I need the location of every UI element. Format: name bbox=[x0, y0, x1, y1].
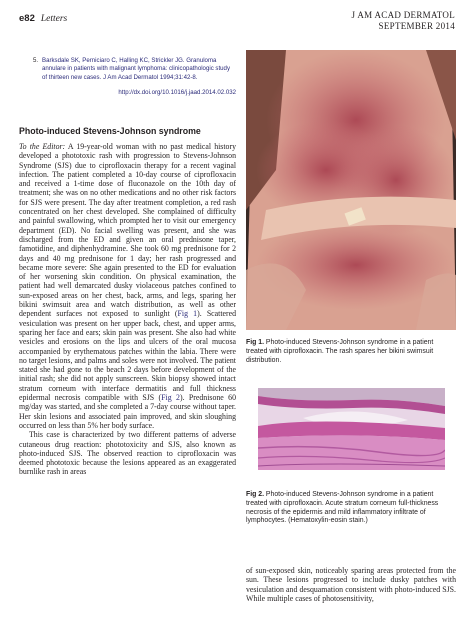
running-header-right bbox=[352, 10, 456, 32]
figure-1-caption: Fig 1. Photo-induced Stevens-Johnson syndrome in a patient treated with ciprofloxacin. The rash spares her bikini swimsuit distribution. bbox=[246, 339, 434, 364]
fig2-link[interactable]: Fig 2 bbox=[161, 393, 180, 403]
paragraph-1: To the Editor: A 19-year-old woman with no past medical history developed a phototoxic rash with progression to Stevens-Johnson Syndrome (SJS) due to ciprofloxacin therapy for a recent vaginal infection. The patient completed a 10-day course of ciprofloxacin and received a 1-time dose of fluconazole on the 10th day of treatment; she was on no other medications and no other risk factors for SJS were present. The day after treatment completion, a red rash concentrated on her chest developed. She complained of difficulty and painful swallowing, which prompted her to visit our emergency department (ED). No facial swelling was present, and she was discharged from the ED and given an oral prednisone taper, famotidine, and diphenhydramine. She took 60 mg prednisone for 2 days and 40 mg prednisone for 1 day; her rash progressed and became more severe: She again presented to the ED for evaluation of her worsening skin condition. On physical examination, the patient had well demarcated dusky violaceous patches confined to sun-exposed areas on her chest, back, arms, and legs, sparing her bikini swimsuit area and watch distribution, as well as other dependent surfaces not exposed to sunlight (Fig 1). Scattered vesiculation was present on her upper back, chest, and upper arms, sparing her face and ears; skin pain was present. She also had white vesicles and erosions on the lips and ulcers of the oral mucosa accompanied by erythematous patches within the labia. There were no target lesions, and palms and soles were not involved. The patient stated she had gone to the beach 2 days before development of the initial rash; she did not apply sunscreen. Skin biopsy showed intact stratum corneum with interface dermatitis and full thickness epidermal necrosis compatible with SJS (Fig 2). Prednisone 60 mg/day was started, and she completed a 7-day course without taper. Her skin lesions and associated pain improved, and skin sloughing occurred on less than 5% her body surface. bbox=[19, 142, 236, 430]
page-number: e82 bbox=[19, 13, 35, 24]
salutation: To the Editor: bbox=[19, 142, 66, 151]
article-title: Photo-induced Stevens-Johnson syndrome bbox=[19, 126, 201, 136]
figure-2-caption: Fig 2. Photo-induced Stevens-Johnson syndrome in a patient treated with ciprofloxacin. Acute stratum corneum full-thickness necrosis of the epidermis and mild inflammatory infiltrate of lymphocytes. (Hematoxylin-eosin stain.) bbox=[246, 491, 439, 525]
paragraph-2: This case is characterized by two different patterns of adverse cutaneous drug reaction: phototoxicity and SJS, also known as photo-induced SJS. The observed reaction to ciprofloxacin was deemed phototoxic because the lesions appeared as an exaggerated burnlike rash in areas bbox=[19, 430, 236, 477]
fig2-label: Fig 2. bbox=[246, 491, 264, 498]
issue-date: SEPTEMBER 2014 bbox=[378, 21, 455, 31]
figure-1-clinical-photo bbox=[246, 50, 456, 330]
paragraph-3: of sun-exposed skin, noticeably sparing areas protected from the sun. These lesions progressed to include dusky patches with vesiculation and desquamation consistent with photo-induced SJS. While multiple cases of photosensitivity, bbox=[246, 566, 456, 603]
body-column-right bbox=[246, 566, 456, 603]
fig1-label: Fig 1. bbox=[246, 339, 264, 346]
reference-list bbox=[19, 57, 236, 97]
figure-2-histology bbox=[258, 388, 445, 470]
fig1-link[interactable]: Fig 1 bbox=[177, 309, 198, 319]
journal-name: J AM ACAD DERMATOL bbox=[351, 10, 455, 20]
reference-number: 5. bbox=[33, 57, 39, 64]
back-rash-photo bbox=[246, 50, 456, 330]
body-column-left bbox=[19, 142, 236, 477]
histology-image bbox=[258, 388, 445, 470]
doi-link[interactable]: http://dx.doi.org/10.1016/j.jaad.2014.02.032 bbox=[118, 88, 236, 96]
reference-text[interactable]: Barksdale SK, Perniciaro C, Halling KC, Strickler JG. Granuloma annulare in patients with malignant lymphoma: clinicopathologic study of thirteen new cases. J Am Acad Dermatol 1994;31:42-8. bbox=[42, 57, 230, 81]
section-name: Letters bbox=[40, 14, 68, 24]
running-header-left bbox=[19, 13, 67, 24]
